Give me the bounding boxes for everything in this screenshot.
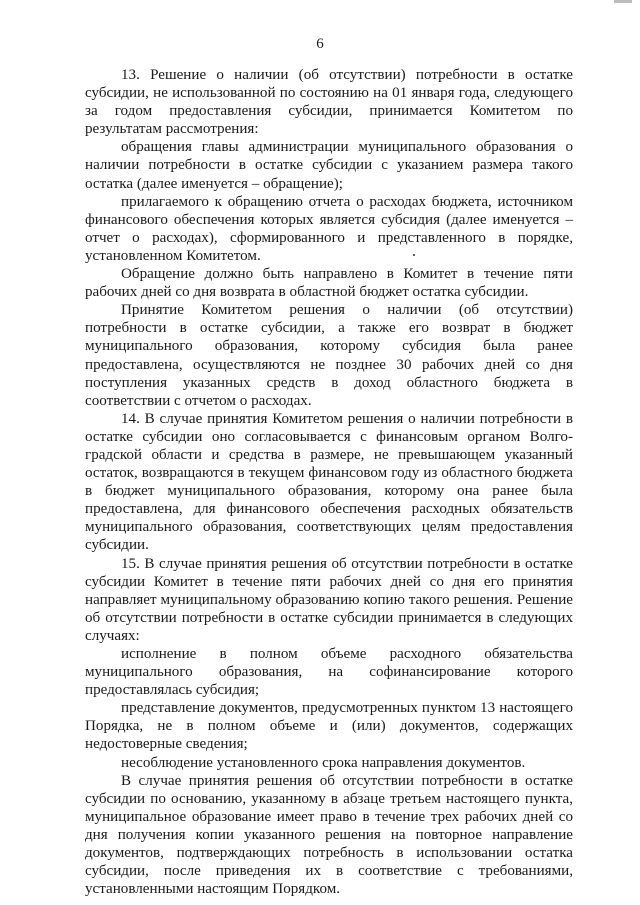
scan-speck — [413, 254, 415, 256]
scan-corner-mark — [614, 0, 632, 3]
paragraph-15: 15. В случае принятия решения об отсутствии потребности в остатке субсидии Комитет в течение пяти рабочих дней со дня его принятия направляет муниципальному образованию копию такого решения. Решение об отсутствии потребности в остатке субсидии принимается в следующих случаях: — [85, 555, 573, 644]
paragraph-case-deadline: несоблюдение установленного срока направления документов. — [121, 754, 526, 771]
paragraph-14: 14. В случае принятия Комитетом решения о наличии потребности в остатке субсидии оно согласовывается с финансовым органом Волго-градской области и средства в размере, не превышающем указанный остаток, возвращаются в текущем финансовом году из областного бюджета в бюджет муниципального образования, которому она ранее была предоставлена, для финансового обеспечения расходных обязательств муниципального образования, соответствующих целям предоставления субсидии. — [85, 410, 573, 554]
paragraph-13: 13. Решение о наличии (об отсутствии) потребности в остатке субсидии, не использованной по состоянию на 01 января года, следующего за годом предоставления субсидии, принимается Комитетом по результатам рассмотрения: — [85, 67, 573, 138]
paragraph-resubmission: В случае принятия решения об отсутствии потребности в остатке субсидии по основанию, указанному в абзаце третьем настоящего пункта, муниципальное образование имеет право в течение трех рабочих дней со дня получения копии указанного решения на повторное направление документов, подтверждающих потребность в использовании остатка субсидии, после приведения их в соответствие с требованиями, установленными настоящим Порядком. — [85, 772, 573, 898]
page-number: 6 — [316, 36, 324, 52]
paragraph-case-fulfilment: исполнение в полном объеме расходного обязательства муниципального образования, на софинансирование которого предоставлялась субсидия; — [85, 646, 573, 699]
paragraph-deadline: Обращение должно быть направлено в Комитет в течение пяти рабочих дней со дня возврата в областной бюджет остатка субсидии. — [85, 266, 573, 301]
document-body — [85, 66, 573, 898]
paragraph-report: прилагаемого к обращению отчета о расходах бюджета, источником финансового обеспечения которых является субсидия (далее именуется – отчет о расходах), сформированного и представленного в порядке, установленном Комитетом. — [85, 193, 573, 264]
paragraph-case-documents: представление документов, предусмотренных пунктом 13 настоящего Порядка, не в полном объеме и (или) документов, содержащих недостоверные сведения; — [85, 700, 573, 753]
paragraph-decision: Принятие Комитетом решения о наличии (об отсутствии) потребности в остатке субсидии, а также его возврат в бюджет муниципального образования, которому субсидия была ранее предоставлена, осуществляются не позднее 30 рабочих дней со дня поступления указанных средств в доход областного бюджета в соответствии с отчетом о расходах. — [85, 302, 573, 409]
paragraph-appeal: обращения главы администрации муниципального образования о наличии потребности в остатке субсидии с указанием размера такого остатка (далее именуется – обращение); — [85, 139, 573, 192]
